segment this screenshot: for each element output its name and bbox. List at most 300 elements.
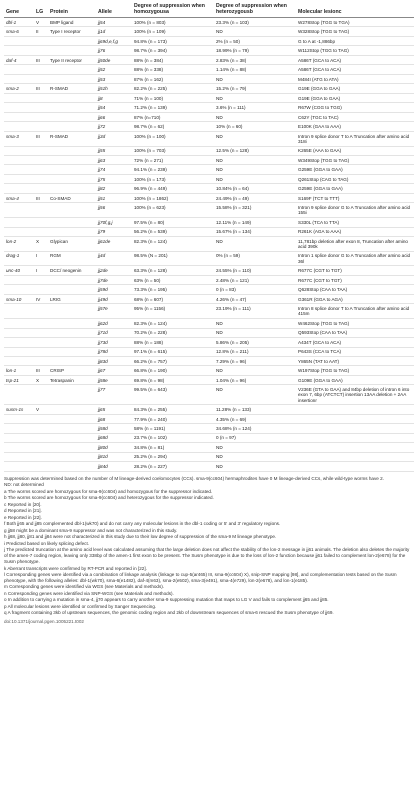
cell-lg: I bbox=[34, 251, 48, 266]
cell-gene: daf-4 bbox=[4, 55, 34, 64]
cell-allele: jj51h bbox=[96, 84, 132, 93]
cell-lesion bbox=[296, 462, 414, 471]
cell-allele: jj65 bbox=[96, 405, 132, 414]
cell-gene bbox=[4, 93, 34, 102]
cell-lesion: K265E (AAA to GAA) bbox=[296, 146, 414, 155]
cell-protein bbox=[48, 65, 96, 74]
cell-protein bbox=[48, 405, 96, 414]
cell-gene bbox=[4, 74, 34, 83]
table-row bbox=[4, 452, 414, 461]
cell-allele: jj1d bbox=[96, 27, 132, 36]
cell-lesion: W462Stop (TGG to TAG) bbox=[296, 319, 414, 328]
cell-allele: jj49d bbox=[96, 294, 132, 303]
footnote: j The predicted truncation at the amino acid level was calculated assuming that the large deletion does not affect the stability of the lon-2 message in jj61 animals. The deletion also deletes the majority of the amen-7 coding region, leaving only 338bp of the amen-1 first exon to be present. The Susm phenotype is due to the loss of lon-2 function because jj61 failed to complement lon-2(e678) for the Susm phenotype. bbox=[4, 547, 410, 565]
cell-heterozygous: 11.28% (n = 133) bbox=[214, 405, 296, 414]
footnote: q A fragment containing 3kb of upstream sequences, the genomic coding region and 2kb of downstream sequences of sma-6 rescued the Susm phenotype of jj69. bbox=[4, 610, 334, 616]
cell-allele: jj70f,g,j bbox=[96, 218, 132, 227]
cell-protein bbox=[48, 146, 96, 155]
cell-protein bbox=[48, 319, 96, 328]
cell-allele: jj7de bbox=[96, 275, 132, 284]
cell-gene bbox=[4, 112, 34, 121]
cell-allele: jj71d bbox=[96, 328, 132, 337]
cell-heterozygous: ND bbox=[214, 462, 296, 471]
cell-heterozygous: 34.68% (n = 124) bbox=[214, 424, 296, 433]
cell-homozygous: 98.7% (n = 394) bbox=[132, 46, 214, 55]
table-row bbox=[4, 366, 414, 375]
cell-allele: jj67 bbox=[96, 366, 132, 375]
cell-lg bbox=[34, 146, 48, 155]
cell-lg bbox=[34, 275, 48, 284]
cell-heterozygous: ND bbox=[214, 452, 296, 461]
cell-heterozygous: ND bbox=[214, 174, 296, 183]
cell-lesion: W349Stop (TGG to TAG) bbox=[296, 155, 414, 164]
cell-lg bbox=[34, 304, 48, 319]
cell-protein bbox=[48, 347, 96, 356]
cell-homozygous: 98.7% (n = 62) bbox=[132, 122, 214, 131]
cell-protein bbox=[48, 184, 96, 193]
cell-heterozygous: ND bbox=[214, 237, 296, 252]
cell-gene bbox=[4, 36, 34, 45]
table-row bbox=[4, 193, 414, 202]
cell-gene bbox=[4, 155, 34, 164]
table-row bbox=[4, 266, 414, 275]
cell-heterozygous: 4.35% (n = 69) bbox=[214, 414, 296, 423]
cell-homozygous: 100% (n = 100) bbox=[132, 131, 214, 146]
table-row bbox=[4, 405, 414, 414]
cell-heterozygous: 12.5% (n = 128) bbox=[214, 146, 296, 155]
cell-heterozygous: 15.58% (n = 321) bbox=[214, 203, 296, 218]
table-footnotes bbox=[4, 476, 414, 626]
table-row bbox=[4, 146, 414, 155]
table-row bbox=[4, 443, 414, 452]
cell-protein bbox=[48, 433, 96, 442]
cell-lesion bbox=[296, 433, 414, 442]
cell-homozygous: 73.3% (n = 195) bbox=[132, 285, 214, 294]
cell-allele: jj56 bbox=[96, 203, 132, 218]
footnote: g jj58 might be a dominant sma-9 suppressor and was not characterized in this study. bbox=[4, 527, 178, 533]
cell-protein bbox=[48, 155, 96, 164]
cell-protein: R-SMAD bbox=[48, 131, 96, 146]
cell-lesion: M484I (ATG to ATA) bbox=[296, 74, 414, 83]
cell-homozygous: 100% (n = 803) bbox=[132, 18, 214, 27]
cell-homozygous: 71% (n = 100) bbox=[132, 93, 214, 102]
cell-lg bbox=[34, 174, 48, 183]
cell-lg: III bbox=[34, 366, 48, 375]
cell-lesion: G to A at -1,886bp bbox=[296, 36, 414, 45]
cell-lg: II bbox=[34, 27, 48, 36]
table-row bbox=[4, 65, 414, 74]
cell-homozygous: 94.1% (n = 239) bbox=[132, 165, 214, 174]
cell-lesion: Intron 8 splice donor T to A Truncation after amino acid 415m bbox=[296, 304, 414, 319]
cell-lesion: Q628Stop (CAA to TAA) bbox=[296, 285, 414, 294]
cell-heterozygous: 3.6% (n = 111) bbox=[214, 103, 296, 112]
cell-gene: lon-1 bbox=[4, 366, 34, 375]
table-row bbox=[4, 251, 414, 266]
table-row bbox=[4, 328, 414, 337]
table-row bbox=[4, 414, 414, 423]
table-row bbox=[4, 36, 414, 45]
cell-lesion: G361R (GGA to AGA) bbox=[296, 294, 414, 303]
cell-allele: jj54 bbox=[96, 18, 132, 27]
cell-heterozygous: ND bbox=[214, 155, 296, 164]
cell-allele: jj77 bbox=[96, 385, 132, 405]
cell-heterozygous: 24.49% (n = 49) bbox=[214, 193, 296, 202]
header-gene: Gene bbox=[4, 2, 34, 18]
cell-heterozygous: 24.55% (n = 110) bbox=[214, 266, 296, 275]
cell-lesion: A586T (GCA to ACA) bbox=[296, 65, 414, 74]
cell-gene: susm-1s bbox=[4, 405, 34, 414]
table-row bbox=[4, 357, 414, 366]
cell-heterozygous: ND bbox=[214, 131, 296, 146]
table-row bbox=[4, 155, 414, 164]
cell-heterozygous: ND bbox=[214, 74, 296, 83]
cell-allele: jj53 bbox=[96, 74, 132, 83]
cell-lesion: Intron 9 splice donor G to A Truncation after amino acid 155i bbox=[296, 203, 414, 218]
table-row bbox=[4, 275, 414, 284]
cell-lg bbox=[34, 36, 48, 45]
table-row bbox=[4, 227, 414, 236]
cell-gene bbox=[4, 462, 34, 471]
cell-homozygous: 99.5% (n = 643) bbox=[132, 385, 214, 405]
cell-heterozygous: ND bbox=[214, 165, 296, 174]
cell-gene bbox=[4, 328, 34, 337]
cell-lg bbox=[34, 347, 48, 356]
cell-homozygous: 28.2% (n = 227) bbox=[132, 462, 214, 471]
cell-protein bbox=[48, 203, 96, 218]
cell-allele: jj58e bbox=[96, 375, 132, 384]
cell-gene: sma-4 bbox=[4, 193, 34, 202]
cell-lg bbox=[34, 227, 48, 236]
doi-link[interactable]: doi:10.1371/journal.pgen.1005221.t002 bbox=[4, 619, 84, 625]
cell-homozygous: 100% (n = 173) bbox=[132, 174, 214, 183]
cell-heterozygous: ND bbox=[214, 319, 296, 328]
cell-protein bbox=[48, 36, 96, 45]
cell-allele: jj50de bbox=[96, 55, 132, 64]
table-header-row bbox=[4, 2, 414, 18]
suppressor-table bbox=[4, 2, 414, 472]
header-lesion: Molecular lesionc bbox=[296, 2, 414, 18]
table-row bbox=[4, 112, 414, 121]
cell-protein bbox=[48, 414, 96, 423]
footnote: b The worms scored are homozygous for sma-9(cc604) and heterozygous for the suppressor indicated. bbox=[4, 495, 214, 501]
cell-allele: jj63 bbox=[96, 155, 132, 164]
cell-lesion: A434T (GCA to ACA) bbox=[296, 338, 414, 347]
cell-allele: jj4d bbox=[96, 251, 132, 266]
cell-protein: Co-SMAD bbox=[48, 193, 96, 202]
cell-lg bbox=[34, 285, 48, 294]
cell-allele: jj84d bbox=[96, 462, 132, 471]
cell-allele: jj80d bbox=[96, 443, 132, 452]
cell-homozygous: 82.2% (n = 225) bbox=[132, 84, 214, 93]
cell-allele: jj83d bbox=[96, 357, 132, 366]
cell-heterozygous: 15.2% (n = 79) bbox=[214, 84, 296, 93]
cell-lg bbox=[34, 385, 48, 405]
cell-heterozygous: ND bbox=[214, 328, 296, 337]
cell-gene bbox=[4, 46, 34, 55]
cell-gene bbox=[4, 414, 34, 423]
cell-gene: dbl-1 bbox=[4, 18, 34, 27]
cell-gene bbox=[4, 385, 34, 405]
header-protein: Protein bbox=[48, 2, 96, 18]
cell-gene: sma-6 bbox=[4, 27, 34, 36]
cell-lg bbox=[34, 165, 48, 174]
cell-heterozygous: 12.8% (n = 211) bbox=[214, 347, 296, 356]
table-row bbox=[4, 122, 414, 131]
cell-protein: Type I receptor bbox=[48, 27, 96, 36]
cell-allele: jj68 bbox=[96, 414, 132, 423]
table-row bbox=[4, 294, 414, 303]
cell-homozygous: 100% (n = 1862) bbox=[132, 193, 214, 202]
cell-allele: jj54 bbox=[96, 103, 132, 112]
cell-protein bbox=[48, 304, 96, 319]
cell-homozygous: 87% (n = 162) bbox=[132, 74, 214, 83]
cell-gene bbox=[4, 227, 34, 236]
cell-heterozygous: 10.84% (n = 64) bbox=[214, 184, 296, 193]
cell-gene bbox=[4, 357, 34, 366]
table-row bbox=[4, 165, 414, 174]
cell-homozygous: 69.8% (n = 98) bbox=[132, 375, 214, 384]
footnote: Suppression was determined based on the number of M lineage-derived coelomocytes (CCs). sma-9(cc604) hermaphrodites have 0 M lineage-derived CCs, while wild-type worms have 2. bbox=[4, 475, 384, 481]
cell-protein: R-SMAD bbox=[48, 84, 96, 93]
cell-lesion: P643S (CCA to TCA) bbox=[296, 347, 414, 356]
table-row bbox=[4, 203, 414, 218]
cell-gene: sma-10 bbox=[4, 294, 34, 303]
cell-protein: DCC/ neogenin bbox=[48, 266, 96, 275]
table-row bbox=[4, 84, 414, 93]
cell-lesion: W278Stop (TGG to TGA) bbox=[296, 18, 414, 27]
cell-lesion: R677C (CGT to TGT) bbox=[296, 275, 414, 284]
cell-homozygous: 95% (n = 1156) bbox=[132, 304, 214, 319]
footnote: n Corresponding genes were identified via SNP-WGS (see Materials and methods). bbox=[4, 590, 174, 596]
cell-allele: jj51 bbox=[96, 193, 132, 202]
cell-gene bbox=[4, 304, 34, 319]
cell-allele: jj72 bbox=[96, 122, 132, 131]
cell-protein: RGM bbox=[48, 251, 96, 266]
cell-lg bbox=[34, 203, 48, 218]
footnote: f Both jj65 and jj85 complemented dbl-1(wk70) and do not carry any molecular lesions in the dbl-1 coding or 5' and 3' regulatory regions. bbox=[4, 521, 281, 527]
table-row bbox=[4, 433, 414, 442]
cell-lesion bbox=[296, 414, 414, 423]
cell-allele: jj69d,e,f,g bbox=[96, 36, 132, 45]
cell-lesion bbox=[296, 405, 414, 414]
cell-lg bbox=[34, 184, 48, 193]
cell-homozygous: 25.2% (n = 294) bbox=[132, 452, 214, 461]
cell-lesion bbox=[296, 452, 414, 461]
table-row bbox=[4, 385, 414, 405]
cell-protein bbox=[48, 46, 96, 55]
cell-heterozygous: 2% (n = 50) bbox=[214, 36, 296, 45]
cell-lg bbox=[34, 328, 48, 337]
table-row bbox=[4, 462, 414, 471]
cell-gene: lon-2 bbox=[4, 237, 34, 252]
table-row bbox=[4, 304, 414, 319]
cell-homozygous: 82.3% (n = 124) bbox=[132, 319, 214, 328]
cell-lesion: Y865N (TAT to AAT) bbox=[296, 357, 414, 366]
cell-allele: jj55 bbox=[96, 146, 132, 155]
cell-allele: jj74 bbox=[96, 165, 132, 174]
footnote: ND: not determined bbox=[4, 482, 44, 488]
cell-heterozygous: ND bbox=[214, 93, 296, 102]
cell-protein: LRIG bbox=[48, 294, 96, 303]
cell-protein: Glypican bbox=[48, 237, 96, 252]
footnote: i Predicted based on likely splicing defect. bbox=[4, 540, 90, 546]
cell-lg bbox=[34, 414, 48, 423]
cell-homozygous: 94.8% (n = 173) bbox=[132, 36, 214, 45]
cell-allele: jj68d bbox=[96, 433, 132, 442]
footnote: e Reported in [22]. bbox=[4, 514, 42, 520]
cell-gene bbox=[4, 275, 34, 284]
cell-protein bbox=[48, 112, 96, 121]
cell-lg: III bbox=[34, 84, 48, 93]
cell-homozygous: 68% (n = 607) bbox=[132, 294, 214, 303]
cell-allele: jj58d bbox=[96, 424, 132, 433]
cell-lg bbox=[34, 74, 48, 83]
cell-homozygous: 56.2% (n = 539) bbox=[132, 227, 214, 236]
cell-heterozygous: ND bbox=[214, 385, 296, 405]
cell-allele: jj59d bbox=[96, 285, 132, 294]
cell-lesion: S330L (TCA to TTA) bbox=[296, 218, 414, 227]
cell-lesion: R67W (CGG to TGG) bbox=[296, 103, 414, 112]
cell-lesion: A586T (GCA to ACA) bbox=[296, 55, 414, 64]
cell-protein bbox=[48, 452, 96, 461]
cell-lg bbox=[34, 452, 48, 461]
cell-heterozygous: 2.83% (n = 38) bbox=[214, 55, 296, 64]
cell-gene bbox=[4, 433, 34, 442]
cell-lesion: Intron 9 splice donor T to A Truncation after amino acid 318i bbox=[296, 131, 414, 146]
cell-homozygous: 88% (n = 188) bbox=[132, 338, 214, 347]
footnote: m Corresponding genes were identified via WGS (see Materials and methods). bbox=[4, 584, 165, 590]
table-row bbox=[4, 424, 414, 433]
cell-lg: IV bbox=[34, 294, 48, 303]
cell-lg bbox=[34, 433, 48, 442]
cell-allele: jj66 bbox=[96, 112, 132, 121]
cell-homozygous: 63% (n = 50) bbox=[132, 275, 214, 284]
cell-gene: sma-2 bbox=[4, 84, 34, 93]
cell-allele: jj62d bbox=[96, 319, 132, 328]
cell-lg: V bbox=[34, 18, 48, 27]
cell-homozygous: 71.2% (n = 139) bbox=[132, 103, 214, 112]
cell-protein: BMP ligand bbox=[48, 18, 96, 27]
cell-allele: jj78d bbox=[96, 347, 132, 356]
table-row bbox=[4, 218, 414, 227]
cell-gene bbox=[4, 122, 34, 131]
cell-homozygous: 23.7% (n = 102) bbox=[132, 433, 214, 442]
cell-allele: jj3d bbox=[96, 131, 132, 146]
cell-protein bbox=[48, 93, 96, 102]
cell-heterozygous: 4.26% (n = 47) bbox=[214, 294, 296, 303]
cell-lg bbox=[34, 443, 48, 452]
cell-heterozygous: 0 (n = 97) bbox=[214, 433, 296, 442]
cell-gene bbox=[4, 203, 34, 218]
cell-lesion: W197Stop (TGG to TAG) bbox=[296, 366, 414, 375]
cell-lesion: G259E (GGA to GAA) bbox=[296, 184, 414, 193]
footnote: a The worms scored are homozygous for sma-9(cc604) and homozygous for the suppressor indicated. bbox=[4, 488, 213, 494]
cell-homozygous: 88% (n = 338) bbox=[132, 65, 214, 74]
cell-gene bbox=[4, 218, 34, 227]
footnote: o In addition to carrying a mutation in sma-4, jj70 appears to carry another sma-9 suppressing mutation that maps to LG V and fails to complement jj65 and jj85. bbox=[4, 597, 329, 603]
cell-allele: jj81d bbox=[96, 452, 132, 461]
cell-homozygous: 100% (n = 109) bbox=[132, 27, 214, 36]
table-row bbox=[4, 18, 414, 27]
cell-protein: Tetraspanin bbox=[48, 375, 96, 384]
cell-lg: III bbox=[34, 131, 48, 146]
cell-gene bbox=[4, 338, 34, 347]
cell-lesion: V236E (GTA to GAA) and 84bp deletion of intron 6 into exon 7, 6bp (ATCTCT) insertion 13AA deletion + 2AA insertionr bbox=[296, 385, 414, 405]
table-row bbox=[4, 74, 414, 83]
cell-gene: drag-1 bbox=[4, 251, 34, 266]
cell-heterozygous: 0 (n = 83) bbox=[214, 285, 296, 294]
cell-homozygous: 100% (n = 623) bbox=[132, 203, 214, 218]
cell-homozygous: 97.1% (n = 615) bbox=[132, 347, 214, 356]
cell-lg bbox=[34, 65, 48, 74]
header-lg: LG bbox=[34, 2, 48, 18]
cell-heterozygous: 5.86% (n = 205) bbox=[214, 338, 296, 347]
cell-gene bbox=[4, 174, 34, 183]
cell-gene bbox=[4, 103, 34, 112]
cell-gene: tsp-21 bbox=[4, 375, 34, 384]
footnote: c Reported in [20]. bbox=[4, 501, 42, 507]
cell-lesion: Q593Stop (CAA to TAA) bbox=[296, 328, 414, 337]
table-row bbox=[4, 347, 414, 356]
cell-heterozygous: 23.19% (n = 111) bbox=[214, 304, 296, 319]
cell-lesion: S169F (TCT to TTT) bbox=[296, 193, 414, 202]
cell-heterozygous: 1.14% (n = 88) bbox=[214, 65, 296, 74]
cell-homozygous: 96.9% (n = 449) bbox=[132, 184, 214, 193]
cell-allele: jj52 bbox=[96, 65, 132, 74]
table-row bbox=[4, 93, 414, 102]
cell-heterozygous: 18.99% (n = 79) bbox=[214, 46, 296, 55]
table-row bbox=[4, 338, 414, 347]
table-row bbox=[4, 174, 414, 183]
cell-lg: I bbox=[34, 266, 48, 275]
cell-heterozygous: ND bbox=[214, 112, 296, 121]
cell-lg: X bbox=[34, 237, 48, 252]
cell-lg bbox=[34, 103, 48, 112]
cell-protein bbox=[48, 165, 96, 174]
cell-lesion: E100K (GAA to AAA) bbox=[296, 122, 414, 131]
cell-lesion: G109E (GGA to GAA) bbox=[296, 375, 414, 384]
cell-heterozygous: 2.48% (n = 121) bbox=[214, 275, 296, 284]
cell-lg bbox=[34, 319, 48, 328]
cell-heterozygous: 1.04% (n = 96) bbox=[214, 375, 296, 384]
cell-allele: jj75 bbox=[96, 174, 132, 183]
cell-heterozygous: ND bbox=[214, 27, 296, 36]
cell-protein bbox=[48, 285, 96, 294]
cell-lesion: G19E (GGA to GAA) bbox=[296, 84, 414, 93]
cell-lesion: W112Stop (TGG to TAG) bbox=[296, 46, 414, 55]
cell-gene: sma-3 bbox=[4, 131, 34, 146]
table-row bbox=[4, 237, 414, 252]
table-row bbox=[4, 46, 414, 55]
cell-allele: jj73d bbox=[96, 338, 132, 347]
cell-homozygous: 100% (n = 703) bbox=[132, 146, 214, 155]
cell-gene bbox=[4, 443, 34, 452]
cell-protein bbox=[48, 122, 96, 131]
cell-homozygous: 77.9% (n = 240) bbox=[132, 414, 214, 423]
cell-protein bbox=[48, 462, 96, 471]
cell-homozygous: 88% (n = 384) bbox=[132, 55, 214, 64]
cell-protein bbox=[48, 338, 96, 347]
footnote: h jj68, jj80, jj81 and jj84 were not characterized in this study due to their low degree of suppression of the sma-9 M lineage phenotype. bbox=[4, 534, 277, 540]
table-row bbox=[4, 27, 414, 36]
cell-homozygous: 58% (n = 1191) bbox=[132, 424, 214, 433]
cell-heterozygous: ND bbox=[214, 366, 296, 375]
cell-homozygous: 82.3% (n = 124) bbox=[132, 237, 214, 252]
cell-allele: jj57e bbox=[96, 304, 132, 319]
cell-heterozygous: 12.11% (n = 149) bbox=[214, 218, 296, 227]
cell-lesion: Q261Stop (CAG to TAG) bbox=[296, 174, 414, 183]
cell-protein: CRISP bbox=[48, 366, 96, 375]
